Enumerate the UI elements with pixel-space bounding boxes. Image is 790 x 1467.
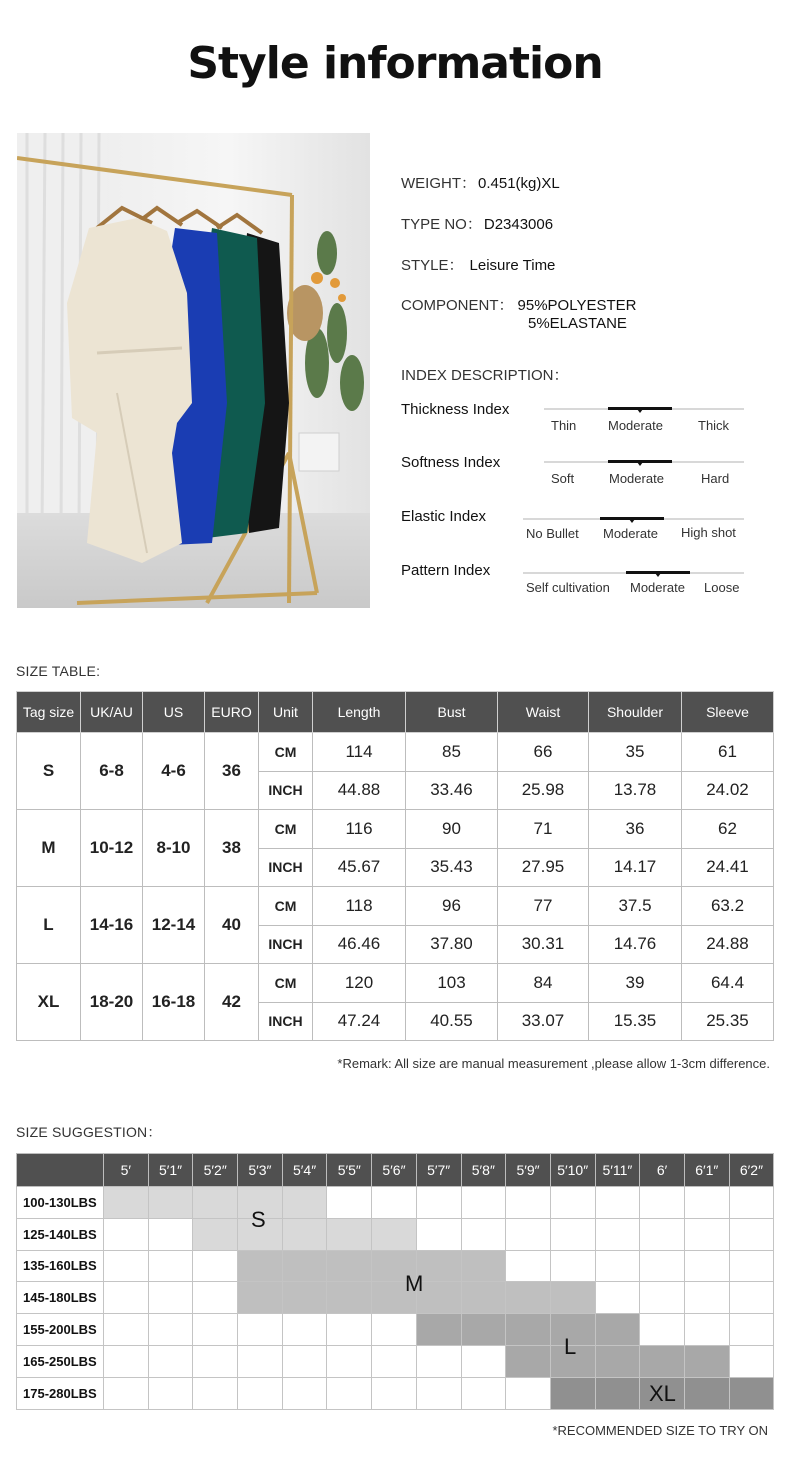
grid-cell [282, 1345, 327, 1377]
measure-cell: 44.88 [313, 771, 406, 810]
grid-cell [104, 1314, 149, 1346]
measure-cell: 85 [406, 733, 498, 772]
measure-cell: 47.24 [313, 1002, 406, 1041]
height-header: 5′6″ [372, 1154, 417, 1187]
grid-cell [238, 1377, 283, 1409]
measure-cell: 24.02 [682, 771, 774, 810]
grid-cell [193, 1187, 238, 1219]
grid-cell [282, 1187, 327, 1219]
unit-cell: CM [259, 964, 313, 1003]
elastic-opt-no-bullet: No Bullet [526, 526, 579, 541]
measure-cell: 37.80 [406, 925, 498, 964]
type-value: D2343006 [483, 216, 554, 233]
grid-cell [104, 1345, 149, 1377]
grid-cell [372, 1218, 417, 1250]
height-header: 5′1″ [148, 1154, 193, 1187]
suggestion-header [17, 1154, 774, 1187]
weight-row [17, 1187, 774, 1219]
measure-cell: 116 [313, 810, 406, 849]
measure-cell: 24.41 [682, 848, 774, 887]
size-table [16, 691, 774, 1041]
suggestion-corner [17, 1154, 104, 1187]
style-value: Leisure Time [469, 257, 556, 274]
uk-au-cell: 10-12 [81, 810, 143, 887]
grid-cell [640, 1314, 685, 1346]
measure-cell: 33.07 [498, 1002, 589, 1041]
elastic-opt-moderate: Moderate [603, 526, 658, 541]
grid-cell [640, 1187, 685, 1219]
euro-cell: 36 [205, 733, 259, 810]
index-heading: INDEX DESCRIPTION： [401, 367, 569, 384]
grid-cell [461, 1314, 506, 1346]
measure-cell: 14.17 [589, 848, 682, 887]
grid-cell [506, 1187, 551, 1219]
measure-cell: 66 [498, 733, 589, 772]
softness-opt-moderate: Moderate [609, 471, 664, 486]
measure-cell: 45.67 [313, 848, 406, 887]
grid-cell [461, 1345, 506, 1377]
grid-cell [595, 1218, 640, 1250]
suggestion-footnote: *RECOMMENDED SIZE TO TRY ON [552, 1423, 768, 1438]
grid-cell [327, 1187, 372, 1219]
measure-cell: 40.55 [406, 1002, 498, 1041]
weight-row [401, 172, 560, 193]
weight-label: 165-250LBS [17, 1345, 104, 1377]
grid-cell [416, 1377, 461, 1409]
grid-cell [104, 1187, 149, 1219]
grid-cell [282, 1377, 327, 1409]
grid-cell [416, 1187, 461, 1219]
grid-cell [238, 1314, 283, 1346]
col-us: US [143, 692, 205, 733]
measure-cell: 35 [589, 733, 682, 772]
elastic-marker [600, 517, 664, 520]
grid-cell [238, 1250, 283, 1282]
grid-cell [461, 1218, 506, 1250]
measure-cell: 114 [313, 733, 406, 772]
grid-cell [506, 1345, 551, 1377]
measure-cell: 61 [682, 733, 774, 772]
grid-cell [327, 1282, 372, 1314]
measure-cell: 62 [682, 810, 774, 849]
grid-cell [506, 1377, 551, 1409]
size-remark: *Remark: All size are manual measurement ,please allow 1-3cm difference. [337, 1056, 770, 1071]
thickness-label: Thickness Index [401, 401, 510, 418]
grid-cell [148, 1187, 193, 1219]
grid-cell [550, 1187, 595, 1219]
pattern-opt-self-cultivation: Self cultivation [526, 580, 610, 595]
grid-cell [684, 1187, 729, 1219]
grid-cell [148, 1282, 193, 1314]
grid-cell [506, 1314, 551, 1346]
grid-cell [729, 1282, 774, 1314]
measure-cell: 35.43 [406, 848, 498, 887]
height-header: 5′9″ [506, 1154, 551, 1187]
softness-opt-soft: Soft [551, 471, 575, 486]
pattern-opt-loose: Loose [704, 580, 740, 595]
height-header: 5′5″ [327, 1154, 372, 1187]
height-header: 5′2″ [193, 1154, 238, 1187]
euro-cell: 42 [205, 964, 259, 1041]
weight-label: 125-140LBS [17, 1218, 104, 1250]
thickness-opt-moderate: Moderate [608, 418, 663, 433]
unit-cell: CM [259, 810, 313, 849]
size-row-cm [17, 733, 774, 772]
grid-cell [729, 1187, 774, 1219]
height-header: 5′11″ [595, 1154, 640, 1187]
elastic-label: Elastic Index [401, 508, 487, 525]
height-header: 6′2″ [729, 1154, 774, 1187]
grid-cell [416, 1345, 461, 1377]
grid-cell [729, 1377, 774, 1409]
grid-cell [729, 1314, 774, 1346]
grid-cell [640, 1250, 685, 1282]
height-header: 6′ [640, 1154, 685, 1187]
col-uk-au: UK/AU [81, 692, 143, 733]
grid-cell [148, 1218, 193, 1250]
measure-cell: 25.35 [682, 1002, 774, 1041]
height-header: 5′7″ [416, 1154, 461, 1187]
elastic-opt-high-shot: High shot [681, 525, 736, 540]
grid-cell [461, 1250, 506, 1282]
grid-cell [238, 1282, 283, 1314]
grid-cell [327, 1250, 372, 1282]
component-value-2: 5%ELASTANE [528, 315, 627, 332]
suggest-label-s: S [251, 1207, 266, 1232]
grid-cell [684, 1345, 729, 1377]
softness-index [401, 454, 746, 494]
grid-cell [595, 1314, 640, 1346]
grid-cell [327, 1377, 372, 1409]
measure-cell: 25.98 [498, 771, 589, 810]
size-row-cm [17, 887, 774, 926]
softness-opt-hard: Hard [701, 471, 730, 486]
grid-cell [506, 1250, 551, 1282]
measure-cell: 71 [498, 810, 589, 849]
measure-cell: 46.46 [313, 925, 406, 964]
height-header: 5′3″ [238, 1154, 283, 1187]
grid-cell [461, 1377, 506, 1409]
grid-cell [372, 1345, 417, 1377]
grid-cell [729, 1218, 774, 1250]
suggest-label-l: L [564, 1334, 577, 1359]
measure-cell: 36 [589, 810, 682, 849]
measure-cell: 14.76 [589, 925, 682, 964]
measure-cell: 15.35 [589, 1002, 682, 1041]
unit-cell: INCH [259, 1002, 313, 1041]
grid-cell [684, 1377, 729, 1409]
measure-cell: 120 [313, 964, 406, 1003]
grid-cell [684, 1314, 729, 1346]
measure-cell: 30.31 [498, 925, 589, 964]
euro-cell: 40 [205, 887, 259, 964]
col-unit: Unit [259, 692, 313, 733]
grid-cell [104, 1377, 149, 1409]
page-title: Style information [187, 38, 603, 89]
grid-cell [372, 1314, 417, 1346]
measure-cell: 90 [406, 810, 498, 849]
grid-cell [148, 1250, 193, 1282]
height-header: 5′ [104, 1154, 149, 1187]
weight-row [17, 1282, 774, 1314]
col-length: Length [313, 692, 406, 733]
height-header: 6′1″ [684, 1154, 729, 1187]
grid-cell [327, 1218, 372, 1250]
height-header: 5′4″ [282, 1154, 327, 1187]
grid-cell [640, 1345, 685, 1377]
measure-cell: 103 [406, 964, 498, 1003]
grid-cell [550, 1250, 595, 1282]
measure-cell: 118 [313, 887, 406, 926]
grid-cell [640, 1282, 685, 1314]
measure-cell: 63.2 [682, 887, 774, 926]
grid-cell [372, 1377, 417, 1409]
uk-au-cell: 14-16 [81, 887, 143, 964]
pattern-label: Pattern Index [401, 562, 491, 579]
grid-cell [282, 1282, 327, 1314]
grid-cell [372, 1187, 417, 1219]
size-table-header [17, 692, 774, 733]
tag-size-cell: M [17, 810, 81, 887]
grid-cell [461, 1187, 506, 1219]
us-cell: 16-18 [143, 964, 205, 1041]
grid-cell [148, 1377, 193, 1409]
measure-cell: 27.95 [498, 848, 589, 887]
grid-cell [416, 1218, 461, 1250]
measure-cell: 24.88 [682, 925, 774, 964]
weight-row [17, 1345, 774, 1377]
grid-cell [104, 1250, 149, 1282]
col-bust: Bust [406, 692, 498, 733]
grid-cell [193, 1377, 238, 1409]
grid-cell [550, 1218, 595, 1250]
grid-cell [193, 1345, 238, 1377]
grid-cell [595, 1345, 640, 1377]
weight-label: 175-280LBS [17, 1377, 104, 1409]
suggest-label-m: M [405, 1271, 424, 1296]
grid-cell [327, 1345, 372, 1377]
grid-cell [729, 1345, 774, 1377]
weight-label: 145-180LBS [17, 1282, 104, 1314]
col-waist: Waist [498, 692, 589, 733]
grid-cell [506, 1218, 551, 1250]
measure-cell: 33.46 [406, 771, 498, 810]
grid-cell [193, 1314, 238, 1346]
uk-au-cell: 6-8 [81, 733, 143, 810]
unit-cell: INCH [259, 771, 313, 810]
measure-cell: 13.78 [589, 771, 682, 810]
grid-cell [193, 1250, 238, 1282]
suggest-label-xl: XL [649, 1381, 676, 1406]
height-header: 5′10″ [550, 1154, 595, 1187]
tag-size-cell: S [17, 733, 81, 810]
grid-cell [148, 1314, 193, 1346]
col-shoulder: Shoulder [589, 692, 682, 733]
grid-cell [461, 1282, 506, 1314]
tag-size-cell: L [17, 887, 81, 964]
grid-cell [684, 1282, 729, 1314]
type-row [401, 213, 553, 234]
weight-label: WEIGHT： [401, 175, 476, 192]
measure-cell: 84 [498, 964, 589, 1003]
measure-cell: 39 [589, 964, 682, 1003]
thickness-opt-thick: Thick [698, 418, 730, 433]
grid-cell [282, 1250, 327, 1282]
grid-cell [595, 1187, 640, 1219]
weight-value: 0.451(kg)XL [478, 175, 560, 192]
measure-cell: 64.4 [682, 964, 774, 1003]
grid-cell [595, 1377, 640, 1409]
size-suggestion-grid [16, 1153, 774, 1410]
grid-cell [282, 1218, 327, 1250]
euro-cell: 38 [205, 810, 259, 887]
pattern-marker [626, 571, 690, 574]
grid-cell [595, 1282, 640, 1314]
grid-cell [104, 1282, 149, 1314]
grid-cell [327, 1314, 372, 1346]
component-label: COMPONENT： [401, 297, 514, 314]
component-row [401, 294, 636, 315]
size-table-heading: SIZE TABLE: [16, 663, 101, 679]
elastic-index [401, 508, 746, 548]
grid-cell [729, 1250, 774, 1282]
weight-label: 100-130LBS [17, 1187, 104, 1219]
grid-cell [104, 1218, 149, 1250]
grid-cell [550, 1377, 595, 1409]
us-cell: 8-10 [143, 810, 205, 887]
col-tag-size: Tag size [17, 692, 81, 733]
measure-cell: 37.5 [589, 887, 682, 926]
softness-label: Softness Index [401, 454, 501, 471]
thickness-marker [608, 407, 672, 410]
unit-cell: INCH [259, 925, 313, 964]
grid-cell [684, 1250, 729, 1282]
grid-cell [193, 1282, 238, 1314]
thickness-opt-thin: Thin [551, 418, 577, 433]
measure-cell: 96 [406, 887, 498, 926]
us-cell: 4-6 [143, 733, 205, 810]
weight-row [17, 1218, 774, 1250]
weight-label: 155-200LBS [17, 1314, 104, 1346]
grid-cell [238, 1345, 283, 1377]
col-sleeve: Sleeve [682, 692, 774, 733]
style-row [401, 254, 555, 275]
us-cell: 12-14 [143, 887, 205, 964]
softness-marker [608, 460, 672, 463]
grid-cell [595, 1250, 640, 1282]
thickness-index [401, 401, 746, 441]
weight-label: 135-160LBS [17, 1250, 104, 1282]
unit-cell: INCH [259, 848, 313, 887]
height-header: 5′8″ [461, 1154, 506, 1187]
grid-cell [550, 1282, 595, 1314]
grid-cell [640, 1218, 685, 1250]
pattern-index [401, 562, 746, 602]
unit-cell: CM [259, 733, 313, 772]
size-row-cm [17, 964, 774, 1003]
grid-cell [684, 1218, 729, 1250]
weight-row [17, 1314, 774, 1346]
size-suggestion-heading: SIZE SUGGESTION： [16, 1124, 162, 1140]
grid-cell [506, 1282, 551, 1314]
unit-cell: CM [259, 887, 313, 926]
measure-cell: 77 [498, 887, 589, 926]
style-label: STYLE： [401, 257, 464, 274]
col-euro: EURO [205, 692, 259, 733]
pattern-opt-moderate: Moderate [630, 580, 685, 595]
grid-cell [148, 1345, 193, 1377]
grid-cell [416, 1314, 461, 1346]
uk-au-cell: 18-20 [81, 964, 143, 1041]
weight-row [17, 1250, 774, 1282]
size-row-cm [17, 810, 774, 849]
grid-cell [193, 1218, 238, 1250]
grid-cell [282, 1314, 327, 1346]
type-label: TYPE NO： [401, 216, 482, 233]
product-photo [17, 133, 370, 608]
component-value-1: 95%POLYESTER [517, 297, 637, 314]
tag-size-cell: XL [17, 964, 81, 1041]
